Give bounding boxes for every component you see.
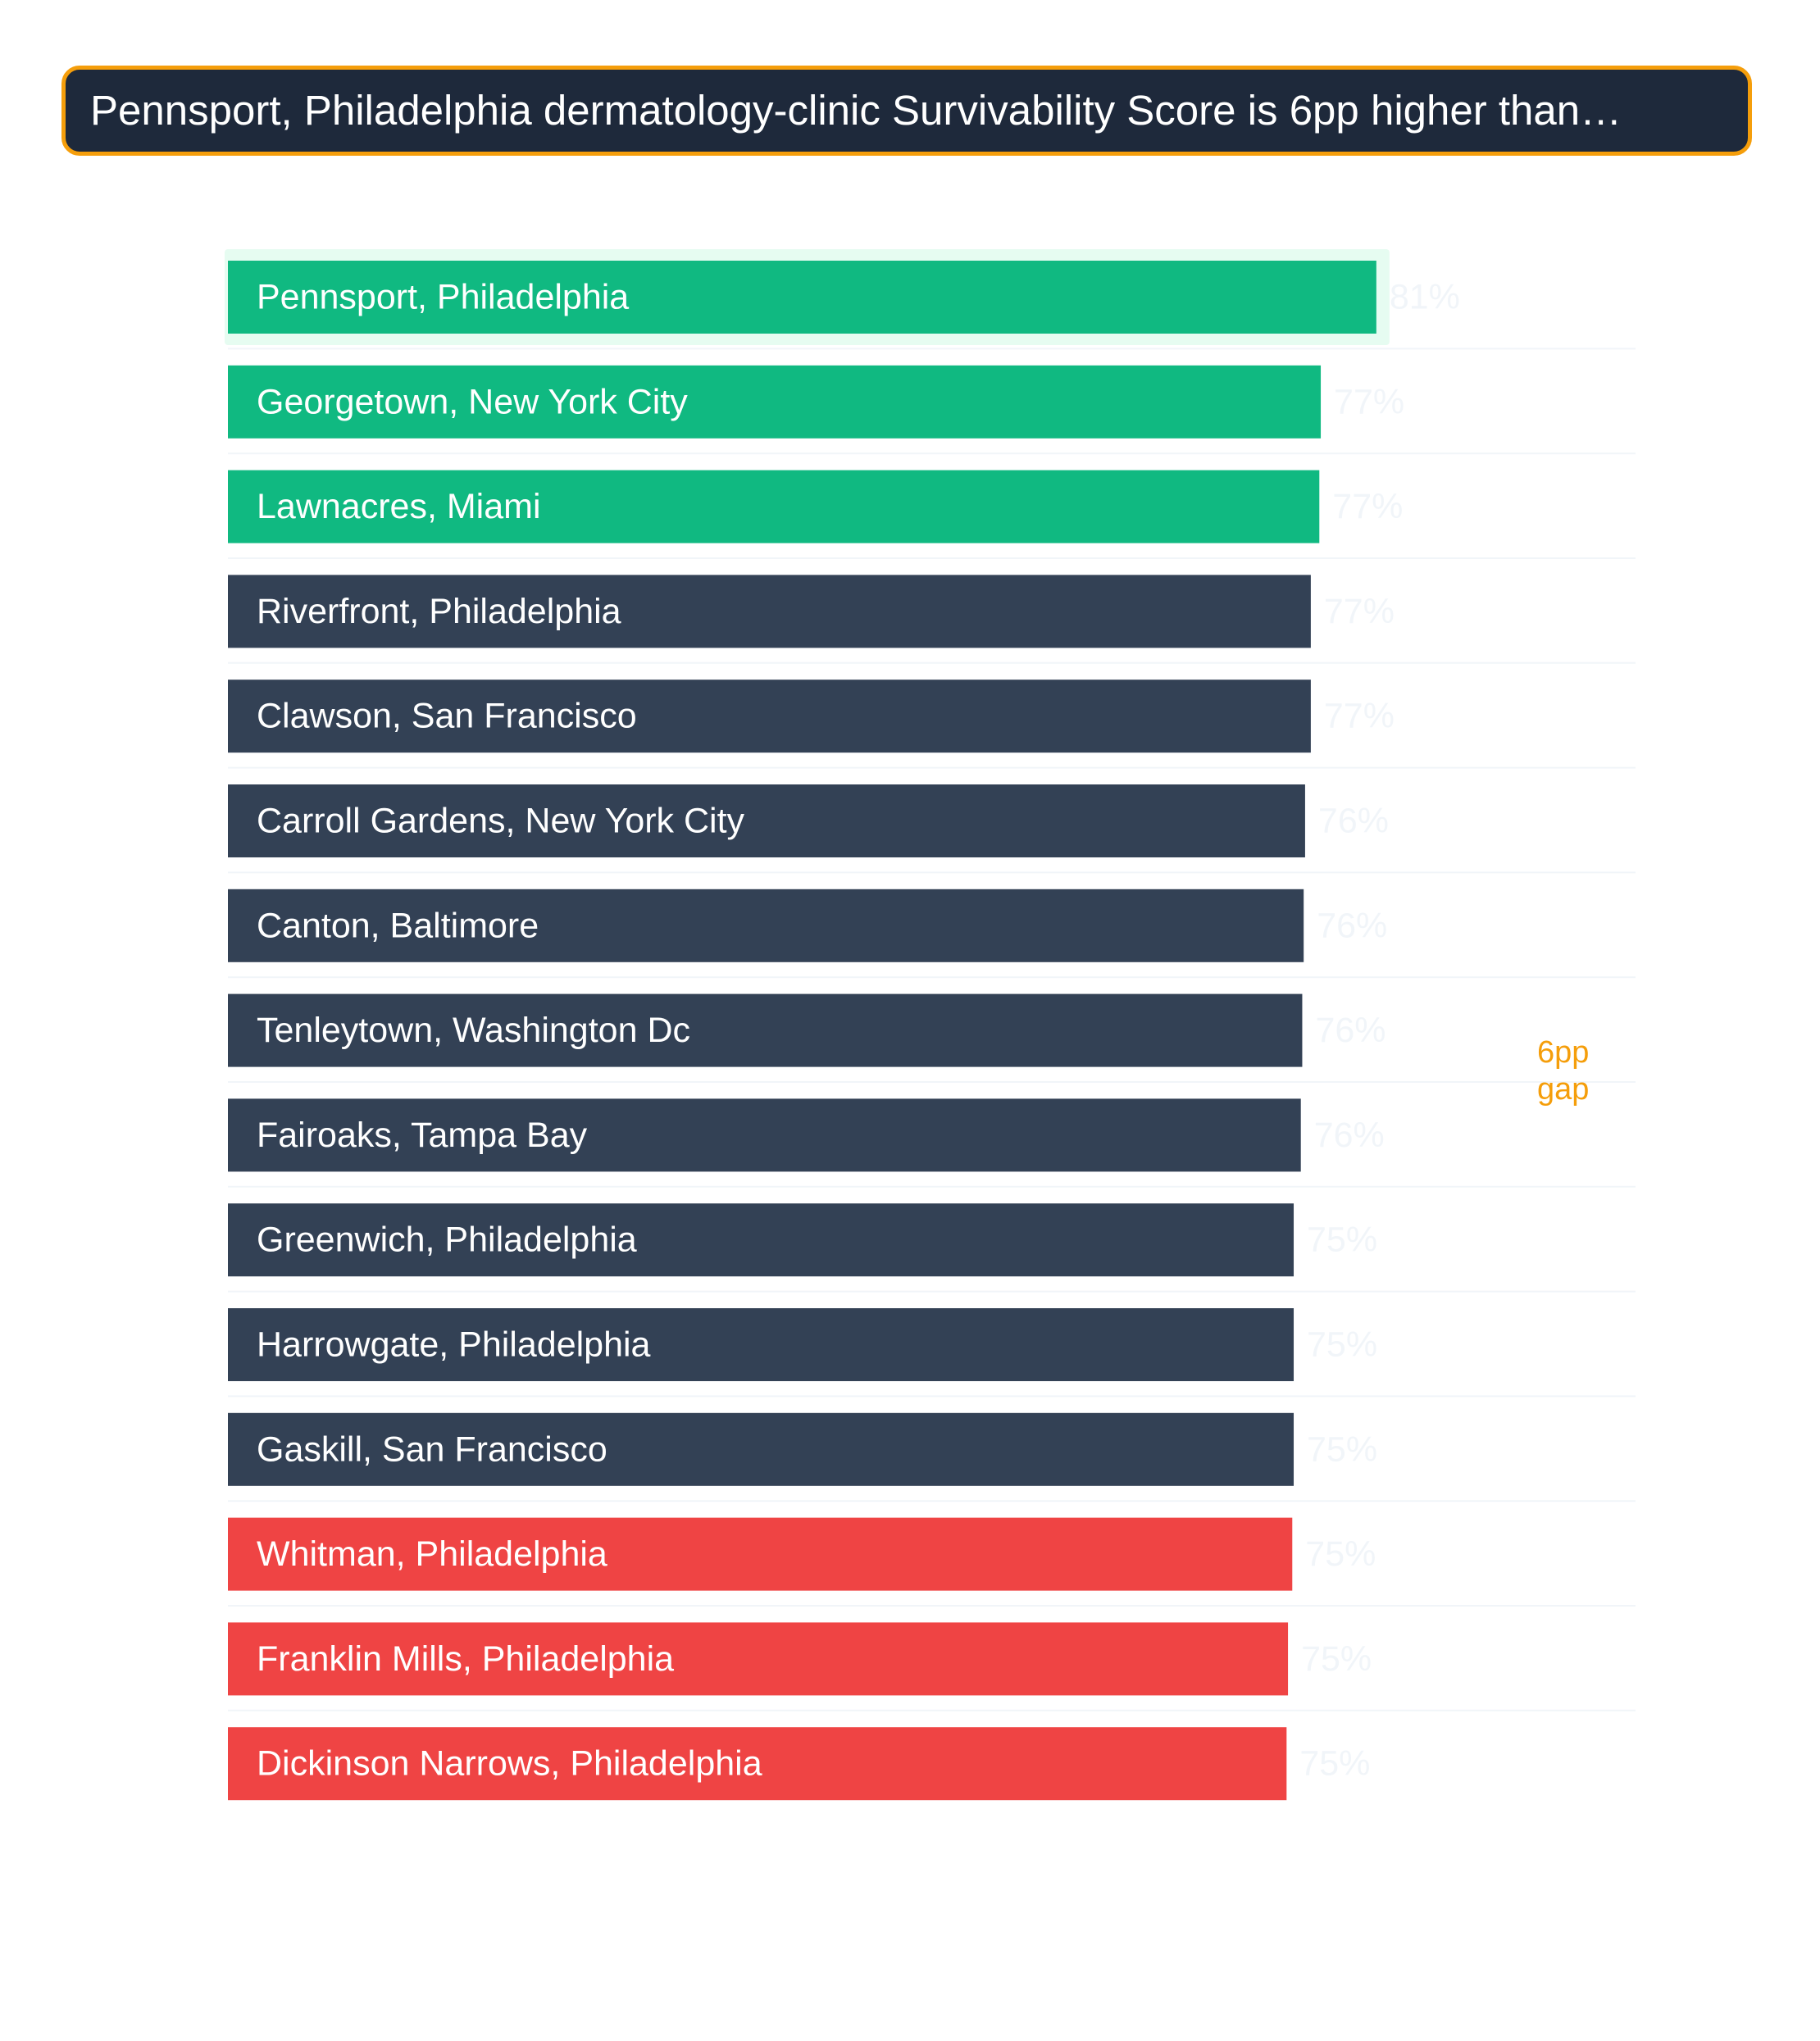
bar-label-7: Tenleytown, Washington Dc <box>257 1011 690 1051</box>
value-label-10: 75% <box>1307 1325 1378 1365</box>
value-label-1: 77% <box>1334 382 1405 422</box>
bar-label-0: Pennsport, Philadelphia <box>257 277 630 317</box>
value-label-2: 77% <box>1332 487 1404 527</box>
value-label-5: 76% <box>1317 801 1390 841</box>
value-label-9: 75% <box>1307 1220 1378 1260</box>
bar-label-14: Dickinson Narrows, Philadelphia <box>257 1743 762 1784</box>
bar-label-13: Franklin Mills, Philadelphia <box>257 1639 675 1679</box>
bar-label-8: Fairoaks, Tampa Bay <box>257 1115 588 1155</box>
bar-label-5: Carroll Gardens, New York City <box>257 801 745 841</box>
gap-annotation-line-1: gap <box>1537 1072 1590 1107</box>
bar-label-6: Canton, Baltimore <box>257 906 539 946</box>
bar-label-11: Gaskill, San Francisco <box>257 1430 607 1470</box>
bar-label-1: Georgetown, New York City <box>257 382 688 422</box>
bar-label-9: Greenwich, Philadelphia <box>257 1220 637 1260</box>
value-label-14: 75% <box>1299 1743 1371 1784</box>
bar-label-3: Riverfront, Philadelphia <box>257 591 621 631</box>
value-label-12: 75% <box>1305 1534 1376 1575</box>
value-label-11: 75% <box>1307 1430 1378 1470</box>
chart-title: Pennsport, Philadelphia dermatology-clinic Survivability Score is 6pp higher than… <box>61 66 1752 156</box>
bar-label-10: Harrowgate, Philadelphia <box>257 1325 651 1365</box>
value-label-7: 76% <box>1315 1011 1386 1051</box>
value-label-6: 76% <box>1317 906 1388 946</box>
value-label-0: 81% <box>1389 277 1460 317</box>
value-label-4: 77% <box>1323 696 1395 736</box>
value-label-8: 76% <box>1313 1115 1385 1155</box>
bar-label-4: Clawson, San Francisco <box>257 696 637 736</box>
bar-label-12: Whitman, Philadelphia <box>257 1534 607 1575</box>
value-label-3: 77% <box>1323 591 1395 631</box>
bar-label-2: Lawnacres, Miami <box>257 487 541 527</box>
value-label-13: 75% <box>1301 1639 1372 1679</box>
gap-annotation-line-0: 6pp <box>1537 1035 1590 1070</box>
